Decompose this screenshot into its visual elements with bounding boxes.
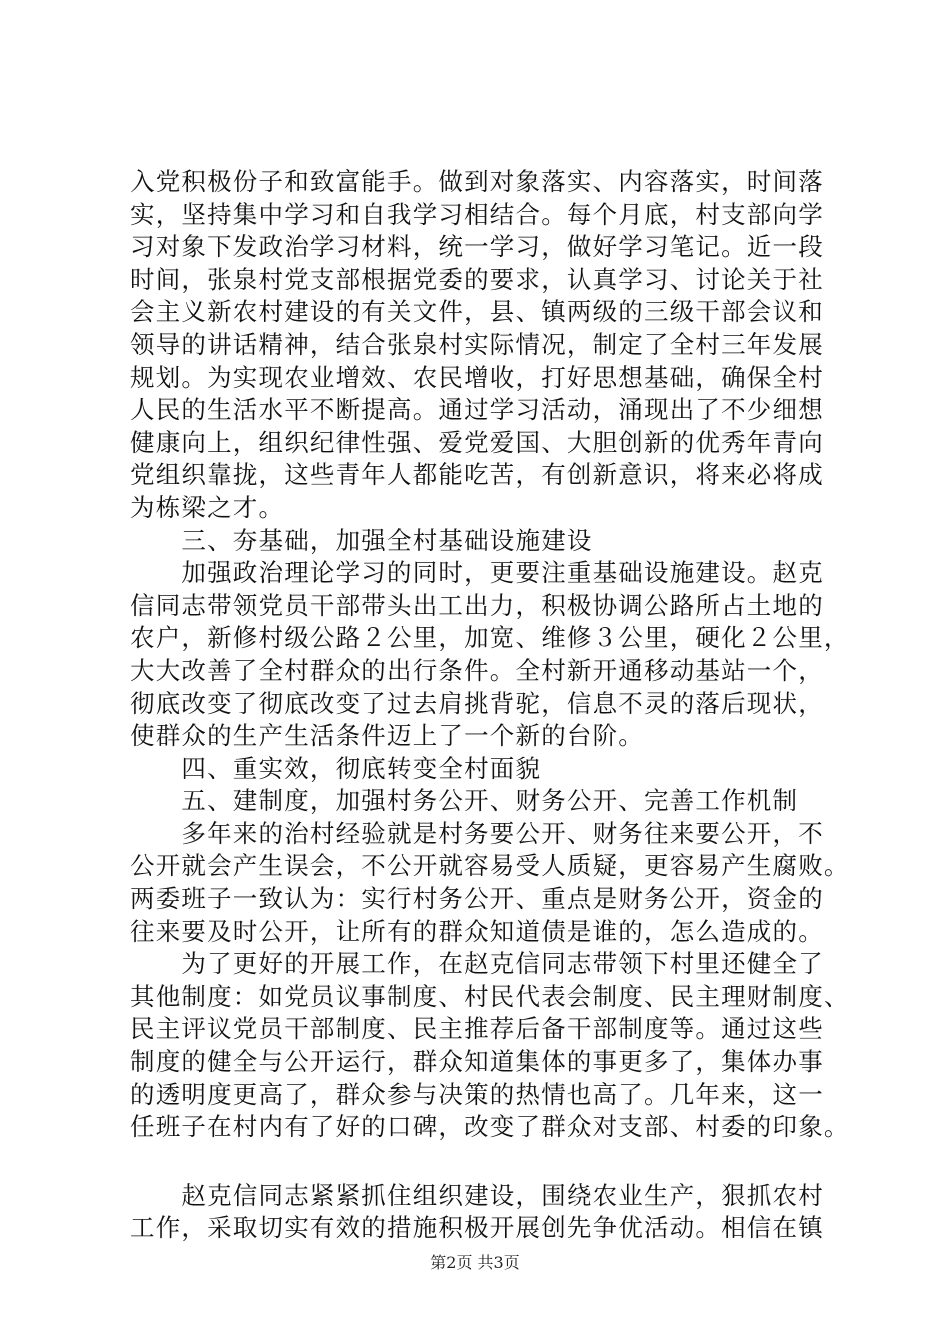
text-line: 公开就会产生误会，不公开就容易受人质疑，更容易产生腐败。 [130,851,850,881]
text-line: 规划。为实现农业增效、农民增收，打好思想基础，确保全村 [130,362,824,392]
section-heading: 五、建制度，加强村务公开、财务公开、完善工作机制 [130,786,799,816]
text-line: 实，坚持集中学习和自我学习相结合。每个月底，村支部向学 [130,199,824,229]
text-line: 任班子在村内有了好的口碑，改变了群众对支部、村委的印象。 [130,1112,850,1142]
text-line: 赵克信同志紧紧抓住组织建设，围绕农业生产，狠抓农村 [130,1180,824,1210]
text-line: 党组织靠拢，这些青年人都能吃苦，有创新意识，将来必将成 [130,460,824,490]
text-line: 民主评议党员干部制度、民主推荐后备干部制度等。通过这些 [130,1014,824,1044]
text-line: 人民的生活水平不断提高。通过学习活动，涌现出了不少细想 [130,395,824,425]
paragraph-gap [130,1144,830,1180]
text-line: 习对象下发政治学习材料，统一学习，做好学习笔记。近一段 [130,232,824,262]
text-line: 农户，新修村级公路２公里，加宽、维修３公里，硬化２公里， [130,623,850,653]
section-heading: 三、夯基础，加强全村基础设施建设 [130,525,593,555]
text-line: 彻底改变了彻底改变了过去肩挑背驼，信息不灵的落后现状， [130,688,824,718]
text-line: 为了更好的开展工作，在赵克信同志带领下村里还健全了 [130,949,824,979]
text-line: 两委班子一致认为：实行村务公开、重点是财务公开，资金的 [130,884,824,914]
text-line: 工作，采取切实有效的措施积极开展创先争优活动。相信在镇 [130,1213,824,1243]
text-line: 会主义新农村建设的有关文件，县、镇两级的三级干部会议和 [130,297,824,327]
text-line: 多年来的治村经验就是村务要公开、财务往来要公开，不 [130,818,824,848]
text-line: 的透明度更高了，群众参与决策的热情也高了。几年来，这一 [130,1079,824,1109]
page-number-footer: 第2页 共3页 [430,1253,520,1272]
text-line: 信同志带领党员干部带头出工出力，积极协调公路所占土地的 [130,590,824,620]
text-line: 加强政治理论学习的同时，更要注重基础设施建设。赵克 [130,558,824,588]
text-line: 为栋梁之才。 [130,492,285,522]
text-line: 其他制度：如党员议事制度、村民代表会制度、民主理财制度、 [130,981,850,1011]
section-heading: 四、重实效，彻底转变全村面貌 [130,753,542,783]
text-line: 使群众的生产生活条件迈上了一个新的台阶。 [130,721,644,751]
text-line: 时间，张泉村党支部根据党委的要求，认真学习、讨论关于社 [130,264,824,294]
text-line: 健康向上，组织纪律性强、爱党爱国、大胆创新的优秀年青向 [130,427,824,457]
text-line: 往来要及时公开，让所有的群众知道债是谁的，怎么造成的。 [130,916,824,946]
text-line: 入党积极份子和致富能手。做到对象落实、内容落实，时间落 [130,167,824,196]
text-line: 领导的讲话精神，结合张泉村实际情况，制定了全村三年发展 [130,329,824,359]
text-line: 大大改善了全村群众的出行条件。全村新开通移动基站一个， [130,655,824,685]
text-line: 制度的健全与公开运行，群众知道集体的事更多了，集体办事 [130,1047,824,1077]
document-body [130,166,850,1245]
